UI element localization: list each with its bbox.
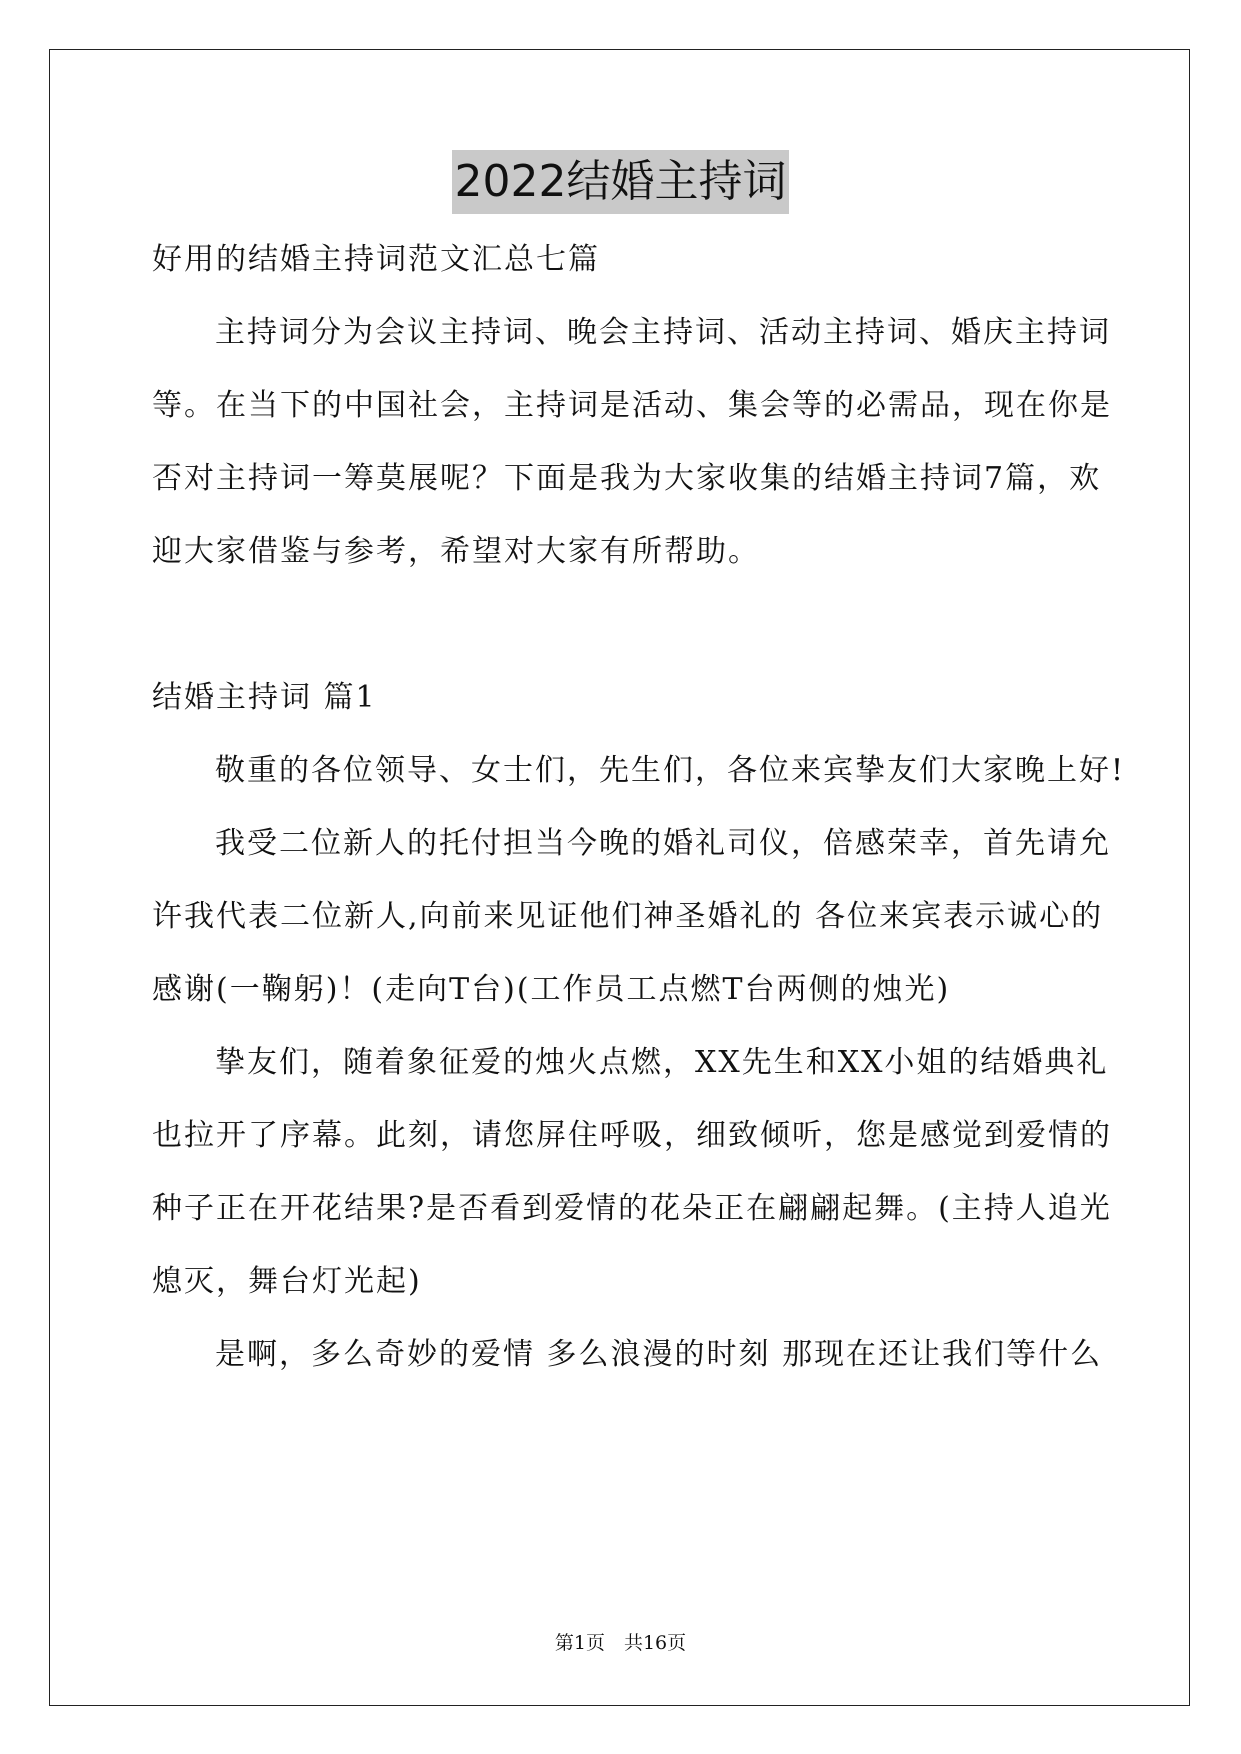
paragraph-line: 迎大家借鉴与参考，希望对大家有所帮助。 (152, 534, 760, 569)
page-border (49, 49, 1190, 1706)
paragraph-line: 敬重的各位领导、女士们，先生们，各位来宾挚友们大家晚上好! (215, 753, 1126, 788)
paragraph-line: 等。在当下的中国社会，主持词是活动、集会等的必需品，现在你是 (152, 388, 1112, 423)
document-title: 2022结婚主持词 (452, 150, 790, 214)
paragraph-line: 我受二位新人的托付担当今晚的婚礼司仪，倍感荣幸，首先请允 (215, 826, 1111, 861)
paragraph-line: 熄灭，舞台灯光起) (152, 1264, 422, 1299)
paragraph-line: 否对主持词一筹莫展呢？下面是我为大家收集的结婚主持词7篇，欢 (152, 461, 1102, 496)
page-footer: 第1页 共16页 (554, 1632, 687, 1654)
section-heading: 结婚主持词 篇1 (152, 680, 377, 715)
paragraph-line: 也拉开了序幕。此刻，请您屏住呼吸，细致倾听，您是感觉到爱情的 (152, 1118, 1112, 1153)
paragraph-line: 是啊，多么奇妙的爱情 多么浪漫的时刻 那现在还让我们等什么 (215, 1337, 1103, 1372)
subtitle-line: 好用的结婚主持词范文汇总七篇 (152, 242, 600, 277)
paragraph-line: 种子正在开花结果?是否看到爱情的花朵正在翩翩起舞。(主持人追光 (152, 1191, 1112, 1226)
paragraph-line: 许我代表二位新人,向前来见证他们神圣婚礼的 各位来宾表示诚心的 (152, 899, 1104, 934)
paragraph-line: 主持词分为会议主持词、晚会主持词、活动主持词、婚庆主持词 (215, 315, 1111, 350)
title-wrap (0, 150, 1241, 214)
paragraph-line: 感谢(一鞠躬)！(走向T台)(工作员工点燃T台两侧的烛光) (152, 972, 951, 1007)
paragraph-line: 挚友们，随着象征爱的烛火点燃，XX先生和XX小姐的结婚典礼 (215, 1045, 1109, 1080)
